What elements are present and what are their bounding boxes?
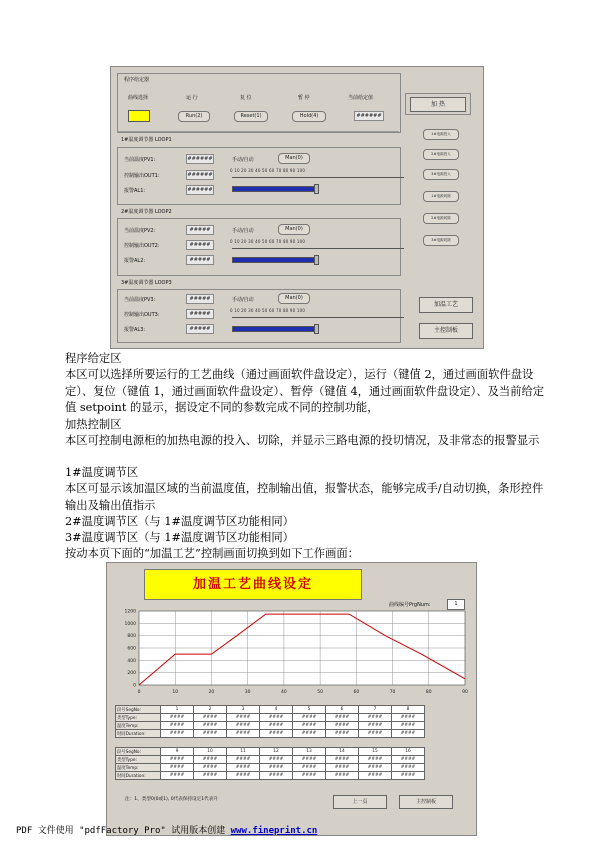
loop2-out-label: 控制输出OUT2: <box>124 243 160 249</box>
power2-on-button[interactable]: 2#电源投入 <box>423 149 459 160</box>
segment-value-cell[interactable]: #### <box>359 714 392 722</box>
loop3-pv-value: ##### <box>186 294 214 304</box>
footer-text: PDF 文件使用 "pdfFactory Pro" 试用版本创建 <box>16 826 231 836</box>
main-panel-button[interactable]: 主控制板 <box>419 323 473 339</box>
x-tick-label: 20 <box>208 690 215 695</box>
segment-value-cell[interactable]: #### <box>392 714 425 722</box>
reset-label: 复 位 <box>240 95 252 101</box>
loop3-mode-label: 手动/自动 <box>232 297 254 303</box>
segment-value-cell[interactable]: #### <box>293 764 326 772</box>
power2-off-button[interactable]: 2#电源切除 <box>423 213 459 224</box>
segment-value-cell[interactable]: #### <box>326 730 359 738</box>
loop3-ruler <box>232 314 404 318</box>
loop3-out-value: ##### <box>186 309 214 319</box>
segment-number: 6 <box>326 706 359 714</box>
loop1-title: 1#温度调节器 LOOP1 <box>121 137 172 143</box>
section-switch-note: 按动本页下面的“加温工艺”控制画面切换到如下工作画面： <box>65 547 359 560</box>
segment-value-cell[interactable]: #### <box>359 730 392 738</box>
segment-number: 15 <box>359 748 392 756</box>
loop1-out-value: ###### <box>187 172 213 178</box>
curve-select-box[interactable] <box>128 110 150 122</box>
segment-value-cell[interactable]: #### <box>392 756 425 764</box>
section-heating-title: 加热控制区 <box>65 418 122 431</box>
section-loop3: 3#温度调节区（与 1#温度调节区功能相同） <box>65 531 294 544</box>
segment-number: 4 <box>260 706 293 714</box>
loop3-pv-label: 当前温度PV3: <box>124 297 156 303</box>
table-row <box>116 764 425 772</box>
segment-value-cell[interactable]: #### <box>293 756 326 764</box>
row-header: 类型Type: <box>116 714 161 722</box>
row-header: 时间Duration: <box>116 730 161 738</box>
segment-value-cell[interactable]: #### <box>227 764 260 772</box>
curve-number-label: 曲线编号PrgNum: <box>389 602 431 608</box>
segment-value-cell[interactable]: #### <box>392 764 425 772</box>
row-header: 时间Duration: <box>116 772 161 780</box>
program-setter-panel <box>117 73 401 133</box>
segment-number: 1 <box>161 706 194 714</box>
segment-value-cell[interactable]: #### <box>392 730 425 738</box>
segment-value-cell[interactable]: #### <box>260 722 293 730</box>
segment-number: 5 <box>293 706 326 714</box>
loop2-scale: 0 10 20 30 40 50 60 70 80 90 100 <box>230 239 306 244</box>
segment-value-cell[interactable]: #### <box>326 772 359 780</box>
y-tick-label: 800 <box>127 634 136 640</box>
segment-value-cell[interactable]: #### <box>359 722 392 730</box>
loop1-alarm-label: 报警AL1: <box>124 188 146 194</box>
segment-value-cell[interactable]: #### <box>392 772 425 780</box>
segment-value-cell[interactable]: #### <box>260 772 293 780</box>
loop3-slider-thumb[interactable] <box>314 324 319 334</box>
segment-value-cell[interactable]: #### <box>359 772 392 780</box>
segment-value-cell[interactable]: #### <box>161 764 194 772</box>
y-tick-label: 1200 <box>124 609 136 615</box>
reset-button[interactable]: Reset(1) <box>234 111 268 122</box>
segment-number: 16 <box>392 748 425 756</box>
loop3-alarm-label: 报警AL3: <box>124 327 146 333</box>
loop1-output-bar <box>232 186 316 192</box>
x-tick-label: 80 <box>425 690 432 695</box>
loop2-title: 2#温度调节器 LOOP2 <box>121 209 172 215</box>
segment-number: 7 <box>359 706 392 714</box>
y-tick-label: 0 <box>133 683 136 689</box>
segment-value-cell[interactable]: #### <box>326 722 359 730</box>
process-curve-chart <box>107 607 476 699</box>
loop1-out-label: 控制输出OUT1: <box>124 173 160 179</box>
segment-number: 13 <box>293 748 326 756</box>
loop1-mode-button[interactable]: Man(0) <box>278 153 310 164</box>
loop1-ruler <box>232 174 404 178</box>
x-tick-label: 90 <box>462 690 468 695</box>
pdf-footer <box>16 823 317 836</box>
segment-number: 12 <box>260 748 293 756</box>
prev-page-button[interactable]: 上一页 <box>333 795 387 809</box>
segment-value-cell[interactable]: #### <box>194 730 227 738</box>
segment-value-cell[interactable]: #### <box>293 730 326 738</box>
segment-value-cell[interactable]: #### <box>260 730 293 738</box>
x-tick-label: 10 <box>172 690 179 695</box>
row-header: 温度Temp: <box>116 722 161 730</box>
curve-number-input[interactable]: 1 <box>447 599 465 610</box>
loop1-pv-label: 当前温度PV1: <box>124 157 156 163</box>
x-tick-label: 30 <box>244 690 251 695</box>
segment-value-cell[interactable]: #### <box>161 730 194 738</box>
chart-grid <box>139 611 465 685</box>
loop2-alarm-value: ##### <box>186 255 214 265</box>
segment-number: 3 <box>227 706 260 714</box>
loop3-mode-button[interactable]: Man(0) <box>278 293 310 304</box>
segment-value-cell[interactable]: #### <box>326 756 359 764</box>
x-tick-label: 50 <box>317 690 323 695</box>
table-note: 注：1、类型0(0或1), 0代表保持设定1代表升 <box>125 797 218 802</box>
segment-value-cell[interactable]: #### <box>227 722 260 730</box>
section-program-body: 本区可以选择所要运行的工艺曲线（通过画面软件盘设定），运行（键值 2，通过画面软件盘设定）、复位（键值 1，通过画面软件盘设定）、暂停（键值 4，通过画面软件盘设定）、及当前给定值 setpoint 的显示，据设定不同的参数完成不同的控制功能， <box>65 368 545 414</box>
segment-value-cell[interactable]: #### <box>161 772 194 780</box>
loop2-mode-button[interactable]: Man(0) <box>278 224 310 235</box>
table-row <box>116 714 425 722</box>
table-header-row <box>116 748 425 756</box>
control-panel-screenshot <box>110 66 484 349</box>
x-tick-label: 40 <box>281 690 287 695</box>
run-label: 运 行 <box>186 95 198 101</box>
loop1-scale: 0 10 20 30 40 50 60 70 80 90 100 <box>230 168 306 173</box>
setpoint-label: 当前给定值 <box>348 95 374 101</box>
chart-x-ticks <box>138 689 468 695</box>
power1-on-button[interactable]: 1#电源投入 <box>423 129 459 140</box>
segment-value-cell[interactable]: #### <box>392 722 425 730</box>
power1-off-button[interactable]: 1#电源切除 <box>423 191 459 202</box>
table-row <box>116 772 425 780</box>
segment-value-cell[interactable]: #### <box>194 772 227 780</box>
divider <box>117 131 399 132</box>
y-tick-label: 600 <box>127 646 136 652</box>
footer-link[interactable]: www.fineprint.cn <box>230 826 318 836</box>
table-row <box>116 756 425 764</box>
row-header: 段号SegNo: <box>116 748 161 756</box>
section-heating-body: 本区可控制电源柜的加热电源的投入、切除，并显示三路电源的投切情况，及非常态的报警显示 <box>65 434 540 447</box>
segment-value-cell[interactable]: #### <box>227 714 260 722</box>
row-header: 类型Type: <box>116 756 161 764</box>
loop3-panel <box>117 289 401 343</box>
loop3-scale: 0 10 20 30 40 50 60 70 80 90 100 <box>230 308 306 313</box>
table-row <box>116 730 425 738</box>
process-button[interactable]: 加温工艺 <box>419 297 473 313</box>
segment-value-cell[interactable]: #### <box>326 764 359 772</box>
loop1-pv-value: ###### <box>187 156 213 162</box>
segment-table-2 <box>115 747 425 780</box>
segment-value-cell[interactable]: #### <box>260 756 293 764</box>
section-loop2: 2#温度调节区（与 1#温度调节区功能相同） <box>65 515 294 528</box>
segment-value-cell[interactable]: #### <box>260 714 293 722</box>
main-panel-button-2[interactable]: 主控制板 <box>399 795 453 809</box>
segment-number: 14 <box>326 748 359 756</box>
segment-value-cell[interactable]: #### <box>227 730 260 738</box>
power3-on-button[interactable]: 3#电源投入 <box>423 169 459 180</box>
loop2-output-bar <box>232 257 316 263</box>
segment-number: 10 <box>194 748 227 756</box>
loop2-panel <box>117 218 401 276</box>
x-tick-label: 0 <box>137 690 141 695</box>
segment-value-cell[interactable]: #### <box>227 772 260 780</box>
hold-label: 暂 停 <box>298 95 310 101</box>
loop2-pv-value: ##### <box>186 225 214 235</box>
heat-button[interactable]: 加 热 <box>410 97 466 112</box>
segment-value-cell[interactable]: #### <box>293 722 326 730</box>
loop1-panel <box>117 147 401 205</box>
loop1-mode-label: 手动/自动 <box>232 157 254 163</box>
loop2-mode-label: 手动/自动 <box>232 228 254 234</box>
loop1-alarm-value: ###### <box>187 187 213 193</box>
segment-value-cell[interactable]: #### <box>359 764 392 772</box>
segment-value-cell[interactable]: #### <box>227 756 260 764</box>
segment-table-1 <box>115 705 425 738</box>
curve-select-label: 曲线选择 <box>128 95 149 101</box>
x-tick-label: 70 <box>389 690 396 695</box>
hold-button[interactable]: Hold(4) <box>292 111 326 122</box>
loop1-slider-thumb[interactable] <box>314 184 319 194</box>
segment-value-cell[interactable]: #### <box>161 756 194 764</box>
y-tick-label: 400 <box>127 658 136 664</box>
segment-value-cell[interactable]: #### <box>194 756 227 764</box>
segment-value-cell[interactable]: #### <box>359 756 392 764</box>
segment-number: 2 <box>194 706 227 714</box>
process-curve-screenshot <box>106 562 477 836</box>
process-curve-title: 加温工艺曲线设定 <box>144 569 362 600</box>
segment-value-cell[interactable]: #### <box>293 772 326 780</box>
program-setter-title: 程序给定器 <box>124 77 150 83</box>
section-program-title: 程序给定区 <box>65 352 122 365</box>
segment-value-cell[interactable]: #### <box>161 722 194 730</box>
segment-value-cell[interactable]: #### <box>326 714 359 722</box>
segment-value-cell[interactable]: #### <box>161 714 194 722</box>
segment-value-cell[interactable]: #### <box>194 722 227 730</box>
x-tick-label: 60 <box>353 690 360 695</box>
loop2-out-value: ##### <box>186 240 214 250</box>
row-header: 温度Temp: <box>116 764 161 772</box>
segment-value-cell[interactable]: #### <box>194 714 227 722</box>
segment-number: 9 <box>161 748 194 756</box>
y-tick-label: 1000 <box>124 621 136 627</box>
segment-number: 11 <box>227 748 260 756</box>
table-header-row <box>116 706 425 714</box>
heat-button-frame <box>405 93 471 115</box>
loop3-output-bar <box>232 326 316 332</box>
chart-y-ticks <box>125 609 137 689</box>
loop3-alarm-value: ##### <box>186 324 214 334</box>
row-header: 段号SegNo: <box>116 706 161 714</box>
segment-value-cell[interactable]: #### <box>293 714 326 722</box>
loop2-pv-label: 当前温度PV2: <box>124 228 156 234</box>
loop2-alarm-label: 报警AL2: <box>124 258 146 264</box>
loop2-ruler <box>232 245 404 249</box>
y-tick-label: 200 <box>127 671 136 677</box>
power3-off-button[interactable]: 3#电源切除 <box>423 235 459 246</box>
section-loop1-title: 1#温度调节区 <box>65 466 139 479</box>
segment-number: 8 <box>392 706 425 714</box>
loop3-out-label: 控制输出OUT3: <box>124 312 160 318</box>
run-button[interactable]: Run(2) <box>178 111 210 122</box>
segment-value-cell[interactable]: #### <box>194 764 227 772</box>
setpoint-value: ###### <box>354 111 384 121</box>
loop3-title: 3#温度调节器 LOOP3 <box>121 280 172 286</box>
section-loop1-body: 本区可显示该加温区域的当前温度值，控制输出值，报警状态，能够完成手/自动切换，条形控件输出及输出值指示 <box>65 482 544 512</box>
table-row <box>116 722 425 730</box>
segment-value-cell[interactable]: #### <box>260 764 293 772</box>
loop2-slider-thumb[interactable] <box>314 255 319 265</box>
